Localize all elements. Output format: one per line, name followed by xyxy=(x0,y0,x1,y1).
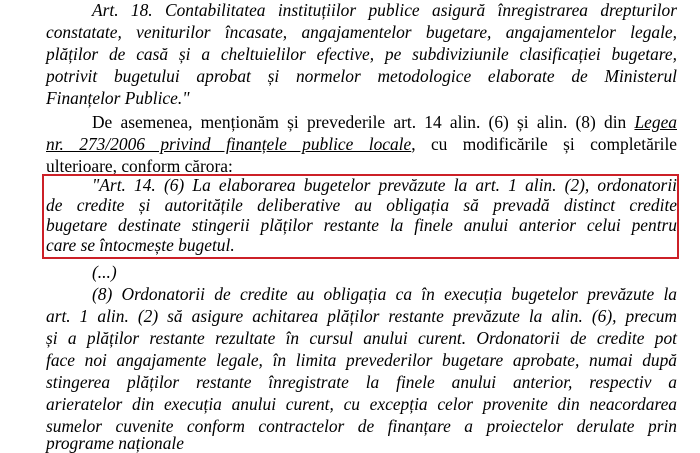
intro-line-2 xyxy=(46,134,677,156)
intro-line-1 xyxy=(92,112,677,134)
art18-line-5: Finanțelor Publice." xyxy=(46,88,190,108)
para8-line-1: (8) Ordonatorii de credite au obligația ca în execuția bugetelor prevăzute la xyxy=(92,284,677,304)
art18-line-4: potrivit bugetului aprobat și normelor metodologice elaborate de Ministerul xyxy=(46,66,677,86)
law-title-link[interactable]: nr. 273/2006 privind finanțele publice locale xyxy=(46,134,412,154)
para8-line-7: sumelor cuvenite conform contractelor de finanțare a proiectelor derulate prin xyxy=(46,416,677,436)
ellipsis: (...) xyxy=(92,262,117,282)
para8-line-8: programe naționale xyxy=(46,433,184,453)
art14-line-1: "Art. 14. (6) La elaborarea bugetelor prevăzute la art. 1 alin. (2), ordonatorii xyxy=(92,175,677,195)
para8-line-6: arieratelor din execuția anului curent, cu excepția celor provenite din neacordarea xyxy=(46,394,677,414)
para8-line-4: face noi angajamente legale, în limita prevederilor bugetare aprobate, numai după xyxy=(46,350,677,370)
intro-line-2-text: , cu modificările și completările xyxy=(411,134,677,154)
art18-line-2: constatate, veniturilor încasate, angajamentelor bugetare, angajamentelor legale, xyxy=(46,22,677,42)
art14-line-4: care se întocmește bugetul. xyxy=(46,235,235,255)
art18-line-1: Art. 18. Contabilitatea instituțiilor publice asigură înregistrarea drepturilor xyxy=(92,0,677,20)
intro-line-1-text: De asemenea, menționăm și prevederile art. 14 alin. (6) și alin. (8) din xyxy=(92,112,627,132)
para8-line-2: art. 1 alin. (2) să asigure achitarea plăților restante prevăzute la alin. (6), precum xyxy=(46,306,677,326)
para8-line-3: și a plăților restante rezultate în cursul anului curent. Ordonatorii de credite pot xyxy=(46,328,677,348)
art14-line-2: de credite și autoritățile deliberative au obligația să prevadă distinct credite xyxy=(46,195,677,215)
art18-line-3: plăților de casă și a cheltuielilor efective, pe subdiviziunile clasificației bugetare, xyxy=(46,44,677,64)
para8-line-5: stingerea plăților restante înregistrate la finele anului anterior, respectiv a xyxy=(46,372,677,392)
intro-line-3: ulterioare, conform cărora: xyxy=(46,156,233,176)
art14-line-3: bugetare destinate stingerii plăților restante la finele anului anterior celui pentru xyxy=(46,215,677,235)
law-link[interactable]: Legea xyxy=(634,112,677,132)
